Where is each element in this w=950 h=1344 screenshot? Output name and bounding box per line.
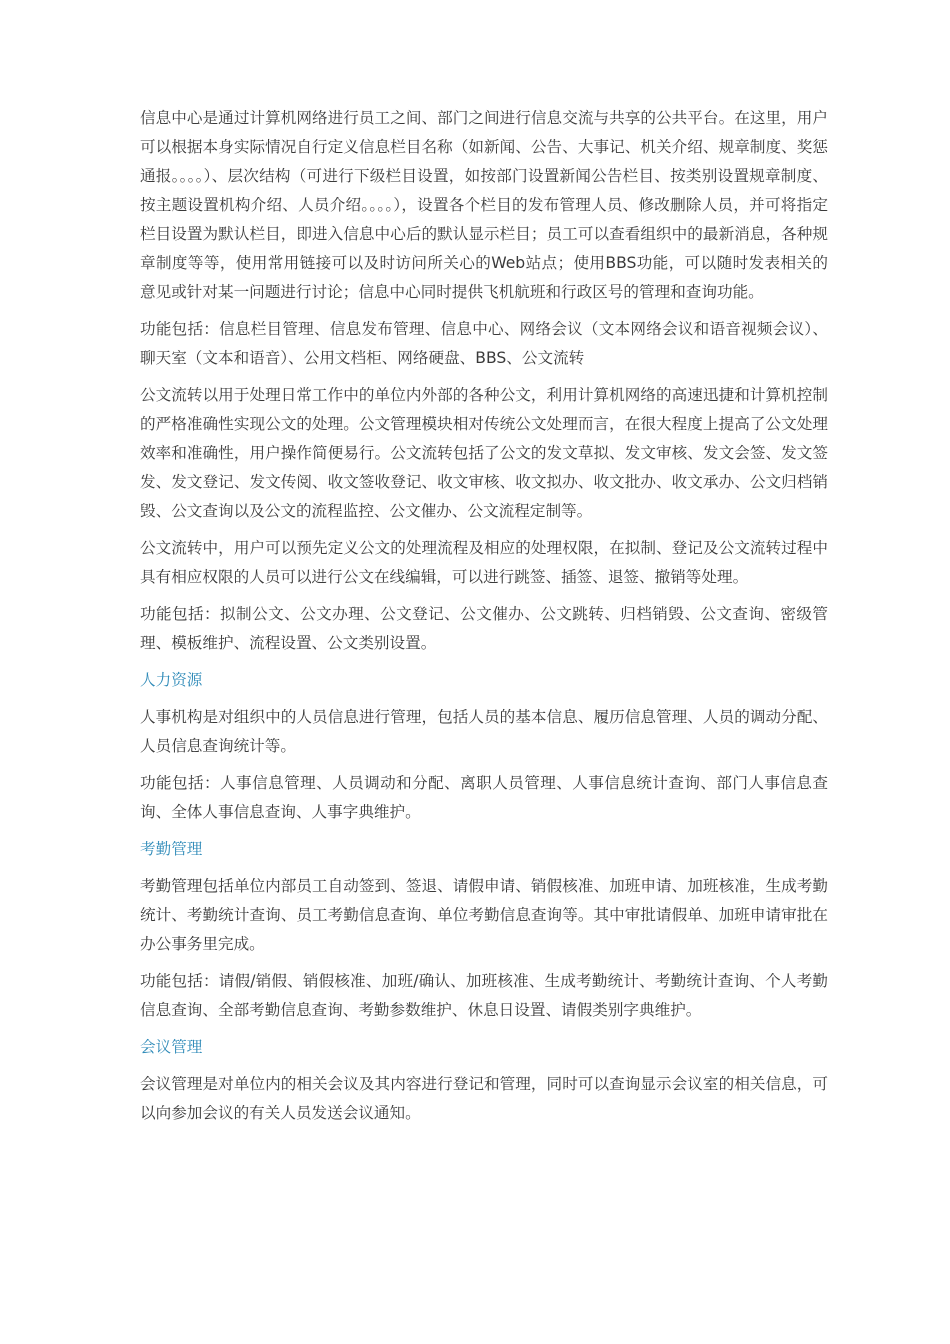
info-center-features: 功能包括：信息栏目管理、信息发布管理、信息中心、网络会议（文本网络会议和语音视频会议）、聊天室（文本和语音）、公用文档柜、网络硬盘、BBS、公文流转: [140, 320, 828, 367]
document-page: [140, 104, 828, 1136]
attendance-features: 功能包括：请假/销假、销假核准、加班/确认、加班核准、生成考勤统计、考勤统计查询、个人考勤信息查询、全部考勤信息查询、考勤参数维护、休息日设置、请假类别字典维护。: [140, 972, 828, 1019]
info-center-intro: 信息中心是通过计算机网络进行员工之间、部门之间进行信息交流与共享的公共平台。在这里，用户可以根据本身实际情况自行定义信息栏目名称（如新闻、公告、大事记、机关介绍、规章制度、奖惩通报。。。。）、层次结构（可进行下级栏目设置，如按部门设置新闻公告栏目、按类别设置规章制度、按主题设置机构介绍、人员介绍。。。。），设置各个栏目的发布管理人员、修改删除人员，并可将指定栏目设置为默认栏目，即进入信息中心后的默认显示栏目；员工可以查看组织中的最新消息，各种规章制度等等，使用常用链接可以及时访问所关心的Web站点；使用BBS功能，可以随时发表相关的意见或针对某一问题进行讨论；信息中心同时提供飞机航班和行政区号的管理和查询功能。: [140, 109, 828, 301]
document-flow-features: 功能包括：拟制公文、公文办理、公文登记、公文催办、公文跳转、归档销毁、公文查询、密级管理、模板维护、流程设置、公文类别设置。: [140, 605, 828, 652]
document-flow-detail: 公文流转中，用户可以预先定义公文的处理流程及相应的处理权限，在拟制、登记及公文流转过程中具有相应权限的人员可以进行公文在线编辑，可以进行跳签、插签、退签、撤销等处理。: [140, 539, 828, 586]
attendance-intro: 考勤管理包括单位内部员工自动签到、签退、请假申请、销假核准、加班申请、加班核准，生成考勤统计、考勤统计查询、员工考勤信息查询、单位考勤信息查询等。其中审批请假单、加班申请审批在办公事务里完成。: [140, 877, 828, 953]
document-flow-intro: 公文流转以用于处理日常工作中的单位内外部的各种公文，利用计算机网络的高速迅捷和计算机控制的严格准确性实现公文的处理。公文管理模块相对传统公文处理而言，在很大程度上提高了公文处理效率和准确性，用户操作简便易行。公文流转包括了公文的发文草拟、发文审核、发文会签、发文签发、发文登记、发文传阅、收文签收登记、收文审核、收文拟办、收文批办、收文承办、公文归档销毁、公文查询以及公文的流程监控、公文催办、公文流程定制等。: [140, 386, 828, 520]
section-heading-attendance: 考勤管理: [140, 840, 203, 858]
meeting-intro: 会议管理是对单位内的相关会议及其内容进行登记和管理，同时可以查询显示会议室的相关信息，可以向参加会议的有关人员发送会议通知。: [140, 1075, 828, 1122]
hr-intro: 人事机构是对组织中的人员信息进行管理，包括人员的基本信息、履历信息管理、人员的调动分配、人员信息查询统计等。: [140, 708, 828, 755]
section-heading-hr: 人力资源: [140, 671, 203, 689]
section-heading-meeting: 会议管理: [140, 1038, 203, 1056]
hr-features: 功能包括：人事信息管理、人员调动和分配、离职人员管理、人事信息统计查询、部门人事信息查询、全体人事信息查询、人事字典维护。: [140, 774, 828, 821]
